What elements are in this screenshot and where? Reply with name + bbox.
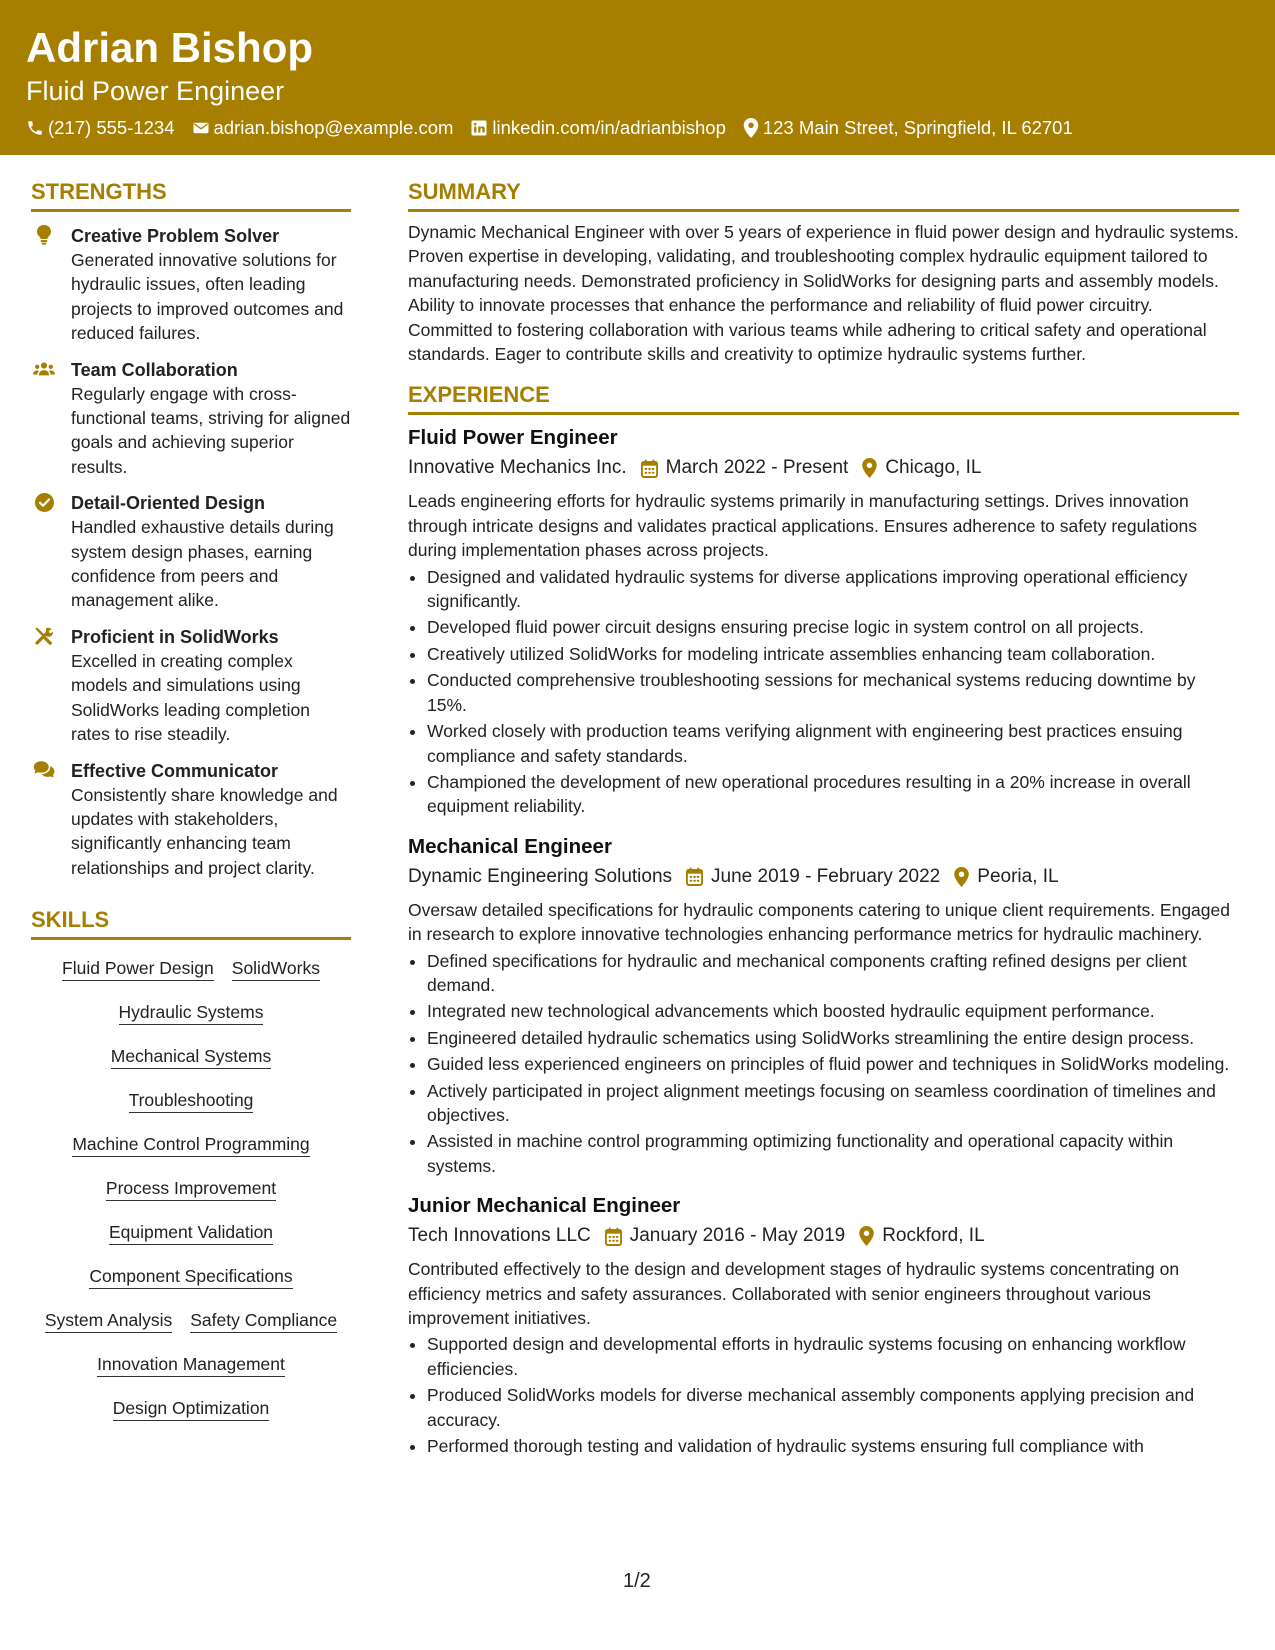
strength-desc: Consistently share knowledge and updates with stakeholders, significantly enhancing team relationships and project clarity. [71,784,338,878]
candidate-name: Adrian Bishop [26,24,314,71]
job-bullet: • Championed the development of new operational procedures resulting in a 20% increase in overall equipment reliability. [427,770,1239,819]
job-meta [408,1223,1239,1249]
strength-item [31,491,351,613]
skill-tag: System Analysis [45,1309,172,1333]
job-location: Peoria, IL [977,865,1059,887]
strength-desc: Excelled in creating complex models and simulations using SolidWorks leading completion rates to rise steadily. [71,650,310,745]
job-bullet: • Worked closely with production teams verifying alignment with engineering best practices ensuing compliance and safety standards. [427,719,1239,768]
strength-desc: Generated innovative solutions for hydraulic issues, often leading projects to improved outcomes and reduced failures. [71,250,344,344]
experience-section [408,381,1239,1458]
resume-header [0,0,1275,155]
strength-item [31,224,351,346]
check-circle-icon [33,491,55,513]
left-column [31,178,351,1436]
skills-list [31,952,351,1436]
skill-tag: Component Specifications [89,1265,292,1289]
skills-heading: SKILLS [31,906,351,940]
skill-tag: SolidWorks [232,957,320,981]
calendar-icon [686,867,703,886]
job-entry [408,1192,1239,1458]
contact-address [743,116,1073,140]
strength-item [31,625,351,747]
strength-title: Detail-Oriented Design [71,493,266,514]
page-number: 1/2 [623,1570,651,1592]
job-company: Tech Innovations LLC [408,1225,591,1247]
calendar-icon [605,1227,622,1246]
candidate-title: Fluid Power Engineer [26,76,285,106]
comments-icon [33,759,55,781]
job-bullet: • Engineered detailed hydraulic schematics using SolidWorks streamlining the entire design process. [427,1026,1239,1050]
summary-section [408,178,1239,366]
address-text: 123 Main Street, Springfield, IL 62701 [762,117,1073,138]
summary-heading: SUMMARY [408,178,1239,212]
job-description: Leads engineering efforts for hydraulic systems primarily in manufacturing settings. Drives innovation through intricate designs and validates practical applications. Ensures adherence to safety regulations during implementation phases across projects. [408,491,1197,561]
job-dates: January 2016 - May 2019 [629,1225,846,1247]
map-marker-icon [954,867,969,887]
skill-tag: Fluid Power Design [62,957,214,981]
job-bullets [408,1332,1239,1458]
strength-desc: Regularly engage with cross-functional teams, striving for aligned goals and achieving superior results. [71,383,351,477]
job-title: Junior Mechanical Engineer [408,1194,681,1218]
job-company: Dynamic Engineering Solutions [408,865,673,887]
contact-phone[interactable] [26,116,175,140]
job-bullet: • Supported design and developmental efforts in hydraulic systems focusing on enhancing workflow efficiencies. [427,1332,1239,1381]
envelope-icon [192,119,210,137]
job-entry [408,424,1239,818]
job-dates: March 2022 - Present [665,457,849,479]
skill-tag: Safety Compliance [190,1309,337,1333]
linkedin-icon [470,119,488,137]
strength-title: Team Collaboration [71,359,238,380]
job-company: Innovative Mechanics Inc. [408,457,627,479]
skill-tag: Hydraulic Systems [119,1001,264,1025]
linkedin-text: linkedin.com/in/adrianbishop [492,117,726,138]
contact-linkedin[interactable] [470,116,725,140]
experience-heading: EXPERIENCE [408,381,1239,415]
job-entry [408,833,1239,1178]
strength-item [31,759,351,881]
map-marker-icon [862,458,877,478]
job-bullet: • Produced SolidWorks models for diverse mechanical assembly components applying precision and accuracy. [427,1383,1239,1432]
strengths-section [31,178,351,880]
strength-item [31,358,351,480]
skill-tag: Troubleshooting [129,1089,254,1113]
contact-email[interactable] [192,116,454,140]
job-description: Contributed effectively to the design and development stages of hydraulic systems concentrating on efficiency metrics and safety assurances. Collaborated with senior engineers throughout various improvement initiatives. [408,1259,1180,1328]
job-description: Oversaw detailed specifications for hydraulic components catering to unique client requirements. Engaged in research to explore innovative technologies enhancing performance metrics for hydraulic machinery. [408,899,1230,945]
job-bullet: • Integrated new technological advancements which boosted hydraulic equipment performance. [427,999,1239,1023]
summary-text: Dynamic Mechanical Engineer with over 5 years of experience in fluid power design and hydraulic systems. Proven expertise in developing, validating, and troubleshooting complex hydraulic equipment tailored to manufacturing needs. Demonstrated proficiency in SolidWorks for designing parts and assembly models. Ability to innovate processes that enhance the performance and reliability of fluid power circuitry. Committed to fostering collaboration with various teams while adhering to critical safety and operational standards. Eager to contribute skills and creativity to optimize hydraulic systems further. [408,222,1239,365]
strength-title: Effective Communicator [71,760,279,781]
phone-text: (217) 555-1234 [48,117,175,138]
skill-tag: Process Improvement [106,1177,276,1201]
job-meta [408,864,1239,890]
job-title: Mechanical Engineer [408,834,612,858]
lightbulb-icon [33,224,55,246]
skill-tag: Mechanical Systems [111,1045,271,1069]
strength-title: Proficient in SolidWorks [71,626,279,647]
email-text: adrian.bishop@example.com [213,117,454,138]
job-bullet: • Performed thorough testing and validation of hydraulic systems ensuring full compliance with [427,1434,1239,1458]
job-title: Fluid Power Engineer [408,426,618,450]
strength-desc: Handled exhaustive details during system design phases, earning confidence from peers and management alike. [71,517,334,611]
job-location: Chicago, IL [885,457,982,479]
skill-tag: Design Optimization [113,1397,270,1421]
skill-tag: Machine Control Programming [72,1133,309,1157]
job-bullet: • Designed and validated hydraulic systems for diverse applications improving operational efficiency significantly. [427,565,1239,614]
phone-icon [26,119,44,137]
job-bullet: • Actively participated in project alignment meetings focusing on seamless coordination of timelines and objectives. [427,1079,1239,1128]
job-bullets [408,565,1239,819]
skill-tag: Equipment Validation [109,1221,273,1245]
calendar-icon [641,459,658,478]
skill-tag: Innovation Management [97,1353,285,1377]
job-bullet: • Assisted in machine control programming optimizing functionality and operational capacity within systems. [427,1129,1239,1178]
map-marker-icon [743,118,759,138]
right-column [408,178,1239,1472]
job-dates: June 2019 - February 2022 [711,865,941,887]
job-bullets [408,949,1239,1179]
contact-bar [26,116,1090,140]
job-bullet: • Guided less experienced engineers on principles of fluid power and techniques in SolidWorks modeling. [427,1052,1239,1076]
job-meta [408,455,1239,481]
job-bullet: • Defined specifications for hydraulic and mechanical components crafting refined designs per client demand. [427,949,1239,998]
map-marker-icon [859,1226,874,1246]
users-icon [33,358,55,380]
strengths-list [31,224,351,880]
job-bullet: • Developed fluid power circuit designs ensuring precise logic in system control on all projects. [427,615,1239,639]
strength-title: Creative Problem Solver [71,226,280,246]
tools-icon [33,625,55,647]
job-location: Rockford, IL [882,1225,985,1247]
job-bullet: • Conducted comprehensive troubleshooting sessions for mechanical systems reducing downtime by 15%. [427,668,1239,717]
job-bullet: • Creatively utilized SolidWorks for modeling intricate assemblies enhancing team collaboration. [427,642,1239,666]
skills-section [31,906,351,1436]
strengths-heading: STRENGTHS [31,178,351,212]
